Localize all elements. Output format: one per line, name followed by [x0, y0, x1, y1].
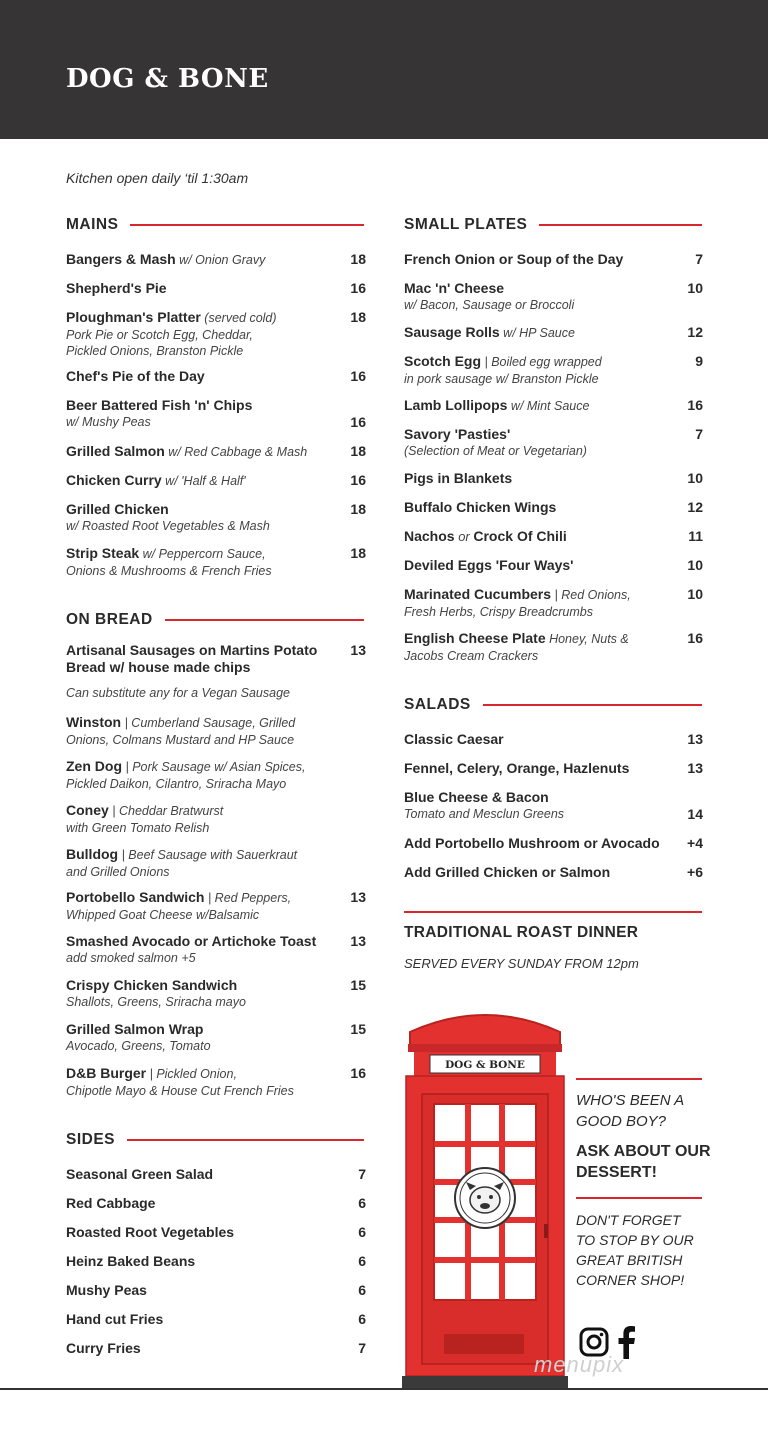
item-price: 16 [350, 280, 366, 296]
item-name: Smashed Avocado or Artichoke Toast [66, 933, 317, 949]
item-name: Blue Cheese & Bacon [404, 789, 549, 805]
menu-item [404, 760, 629, 777]
item-subtext: Whipped Goat Cheese w/Balsamic [66, 908, 260, 922]
item-desc: | Pork Sausage w/ Asian Spices, [122, 760, 306, 774]
item-name: Strip Steak [66, 545, 140, 561]
menu-item [66, 1166, 213, 1183]
promo-ask-line1: ASK ABOUT OUR [576, 1143, 711, 1160]
item-name: Chicken Curry [66, 472, 162, 488]
roast-subtitle: SERVED EVERY SUNDAY FROM 12pm [404, 956, 639, 971]
item-name: Nachos [404, 528, 455, 544]
item-name: Chef's Pie of the Day [66, 368, 205, 384]
item-name: Hand cut Fries [66, 1311, 164, 1327]
item-name: Artisanal Sausages on Martins Potato [66, 642, 318, 658]
item-price: 15 [350, 977, 366, 993]
item-name: Grilled Salmon [66, 443, 165, 459]
promo-line: TO STOP BY OUR [576, 1232, 694, 1248]
item-price: 7 [695, 426, 703, 442]
item-price: 16 [350, 1065, 366, 1081]
item-price: 16 [687, 397, 703, 413]
item-name: Lamb Lollipops [404, 397, 508, 413]
phone-box-illustration [400, 1004, 570, 1390]
watermark: menupix [534, 1352, 625, 1377]
item-subtext: with Green Tomato Relish [66, 821, 210, 835]
item-name: English Cheese Plate [404, 630, 546, 646]
phone-box-roof-trim [408, 1044, 562, 1052]
menu-item [66, 309, 277, 359]
promo-who-line1: WHO'S BEEN A [576, 1092, 685, 1109]
menu-item [404, 426, 587, 459]
vegan-note: Can substitute any for a Vegan Sausage [66, 686, 290, 700]
item-price: 6 [358, 1282, 366, 1298]
section-title: ON BREAD [66, 611, 153, 628]
item-name: Beer Battered Fish 'n' Chips [66, 397, 253, 413]
section-sides-header [66, 1131, 364, 1149]
section-title: SALADS [404, 696, 471, 713]
item-price: 14 [687, 806, 703, 822]
section-mains-header [66, 216, 364, 234]
item-subtext: and Grilled Onions [66, 865, 170, 879]
item-subtext: Tomato and Mesclun Greens [404, 807, 565, 821]
menu-item [66, 1021, 211, 1054]
section-rule [539, 224, 702, 226]
section-title: MAINS [66, 216, 119, 233]
menu-item [66, 251, 265, 269]
promo-ask [576, 1141, 711, 1183]
item-price: 18 [350, 545, 366, 561]
menu-item [404, 586, 631, 620]
item-subtext: w/ Roasted Root Vegetables & Mash [66, 519, 270, 533]
promo-ask-line2: DESSERT! [576, 1164, 657, 1181]
item-price: 13 [350, 933, 366, 949]
item-price: 13 [350, 889, 366, 905]
menu-item [66, 1195, 155, 1212]
menu-item [404, 731, 504, 748]
item-desc: | Boiled egg wrapped [481, 355, 602, 369]
menu-item [66, 545, 272, 579]
item-price: 12 [687, 324, 703, 340]
menu-item [66, 933, 316, 966]
item-subtext: Pickled Daikon, Cilantro, Sriracha Mayo [66, 777, 287, 791]
header-bar [0, 0, 768, 139]
item-name: Grilled Chicken [66, 501, 169, 517]
section-small-plates-header [404, 216, 702, 234]
promo-divider [576, 1197, 702, 1199]
item-price: 10 [687, 470, 703, 486]
menu-item [66, 1065, 294, 1099]
item-price: 18 [350, 501, 366, 517]
item-subtext: Pickled Onions, Branston Pickle [66, 344, 244, 358]
phone-box-roof [410, 1015, 560, 1048]
item-subtext: in pork sausage w/ Branston Pickle [404, 372, 599, 386]
item-price: 6 [358, 1224, 366, 1240]
item-price: 13 [350, 642, 366, 658]
item-name: Portobello Sandwich [66, 889, 205, 905]
item-price: 18 [350, 251, 366, 267]
section-title: SMALL PLATES [404, 216, 528, 233]
item-desc: | Pickled Onion, [146, 1067, 237, 1081]
item-name: Classic Caesar [404, 731, 504, 747]
item-name-b: Crock Of Chili [473, 528, 567, 544]
menu-item [404, 528, 567, 545]
menu-item [404, 864, 610, 881]
item-desc: | Cumberland Sausage, Grilled [121, 716, 296, 730]
item-name: French Onion or Soup of the Day [404, 251, 624, 267]
item-name: Savory 'Pasties' [404, 426, 511, 442]
menu-item [404, 353, 602, 387]
phone-box-handle [544, 1224, 548, 1238]
item-price: 16 [350, 472, 366, 488]
promo-divider [576, 1078, 702, 1080]
item-price: 18 [350, 309, 366, 325]
item-desc: | Red Peppers, [204, 891, 292, 905]
item-desc: (served cold) [200, 311, 277, 325]
item-name: Grilled Salmon Wrap [66, 1021, 204, 1037]
promo-line: GREAT BRITISH [576, 1252, 683, 1268]
kitchen-hours: Kitchen open daily ‘til 1:30am [66, 170, 249, 186]
item-name: Winston [66, 714, 122, 730]
item-price: 13 [687, 731, 703, 747]
menu-item [66, 802, 223, 836]
section-onbread-header [66, 611, 364, 629]
menu-item [66, 472, 246, 490]
item-or: or [454, 529, 474, 544]
item-name: Scotch Egg [404, 353, 482, 369]
section-rule [130, 224, 364, 226]
menu-item [404, 397, 589, 415]
item-name-line2: Bread w/ house made chips [66, 659, 251, 675]
roast-title: TRADITIONAL ROAST DINNER [404, 924, 639, 941]
item-name: Crispy Chicken Sandwich [66, 977, 238, 993]
section-salads-header [404, 696, 702, 714]
item-price: 11 [688, 528, 703, 544]
item-name: D&B Burger [66, 1065, 147, 1081]
item-name: Bulldog [66, 846, 119, 862]
menu-item [404, 324, 575, 342]
phone-box-door-panel [444, 1334, 524, 1354]
item-subtext: Pork Pie or Scotch Egg, Cheddar, [66, 328, 253, 342]
menu-item [404, 280, 574, 313]
item-name: Shepherd's Pie [66, 280, 167, 296]
item-price: 7 [358, 1166, 366, 1182]
menu-item [66, 714, 295, 748]
promo-line: DON'T FORGET [576, 1212, 681, 1228]
item-name: Ploughman's Platter [66, 309, 201, 325]
menu-item [66, 397, 252, 430]
item-subtext: w/ Mushy Peas [66, 415, 151, 429]
divider [404, 911, 702, 913]
brand-title: DOG & BONE [66, 64, 269, 94]
menu-item [66, 280, 167, 297]
menu-item [404, 470, 512, 487]
item-name: Deviled Eggs 'Four Ways' [404, 557, 574, 573]
item-desc: w/ Red Cabbage & Mash [164, 445, 308, 459]
menu-item [404, 499, 556, 516]
menu-item [404, 789, 564, 822]
section-rule [127, 1139, 364, 1141]
item-subtext: Avocado, Greens, Tomato [66, 1039, 211, 1053]
item-price: 13 [687, 760, 703, 776]
item-price: 7 [695, 251, 703, 267]
item-subtext: Onions & Mushrooms & French Fries [66, 564, 272, 578]
item-subtext: Shallots, Greens, Sriracha mayo [66, 995, 246, 1009]
item-price: 6 [358, 1311, 366, 1327]
item-name: Fennel, Celery, Orange, Hazlenuts [404, 760, 630, 776]
menu-item [66, 1253, 195, 1270]
menu-item [66, 758, 305, 792]
item-desc: Honey, Nuts & [545, 632, 629, 646]
item-price: +4 [687, 835, 703, 851]
item-name: Curry Fries [66, 1340, 141, 1356]
item-price: 15 [350, 1021, 366, 1037]
menu-item [66, 846, 297, 880]
promo-line: CORNER SHOP! [576, 1272, 685, 1288]
item-price: 7 [358, 1340, 366, 1356]
item-name: Mac 'n' Cheese [404, 280, 505, 296]
item-price: 16 [350, 414, 366, 430]
item-desc: w/ Onion Gravy [175, 253, 266, 267]
item-subtext: add smoked salmon +5 [66, 951, 196, 965]
item-name: Coney [66, 802, 109, 818]
item-name: Roasted Root Vegetables [66, 1224, 235, 1240]
promo-corner-shop [576, 1210, 694, 1290]
menu-item [66, 1224, 234, 1241]
item-price: 10 [687, 280, 703, 296]
menu-item [66, 642, 317, 676]
item-subtext: Jacobs Cream Crackers [404, 649, 539, 663]
menu-item [66, 443, 307, 461]
item-price: 9 [695, 353, 703, 369]
item-name: Red Cabbage [66, 1195, 156, 1211]
item-name: Marinated Cucumbers [404, 586, 552, 602]
item-desc: w/ Mint Sauce [507, 399, 590, 413]
menu-item [66, 1311, 163, 1328]
item-name: Mushy Peas [66, 1282, 147, 1298]
menu-item [404, 557, 574, 574]
promo-who-line2: GOOD BOY? [576, 1113, 667, 1130]
item-price: 18 [350, 443, 366, 459]
item-desc: w/ Peppercorn Sauce, [139, 547, 266, 561]
menu-item [66, 1340, 141, 1357]
item-price: 16 [687, 630, 703, 646]
item-name: Pigs in Blankets [404, 470, 513, 486]
menu-item [404, 251, 623, 268]
section-rule [165, 619, 364, 621]
item-price: 12 [687, 499, 703, 515]
item-desc: | Red Onions, [551, 588, 631, 602]
item-desc: w/ 'Half & Half' [161, 474, 246, 488]
item-name: Zen Dog [66, 758, 122, 774]
bottom-rule [0, 1388, 768, 1390]
item-subtext: Chipotle Mayo & House Cut French Fries [66, 1084, 294, 1098]
menu-item [66, 368, 205, 385]
section-title: SIDES [66, 1131, 116, 1148]
item-price: 16 [350, 368, 366, 384]
item-name: Bangers & Mash [66, 251, 176, 267]
item-name: Heinz Baked Beans [66, 1253, 196, 1269]
item-price: 6 [358, 1253, 366, 1269]
menu-item [66, 1282, 147, 1299]
item-price: 10 [687, 586, 703, 602]
item-name: Add Grilled Chicken or Salmon [404, 864, 611, 880]
item-name: Buffalo Chicken Wings [404, 499, 557, 515]
item-name: Sausage Rolls [404, 324, 500, 340]
item-desc: | Cheddar Bratwurst [108, 804, 224, 818]
phone-box-sign-text: DOG & BONE [445, 1059, 525, 1071]
item-desc: | Beef Sausage with Sauerkraut [118, 848, 298, 862]
item-subtext: Onions, Colmans Mustard and HP Sauce [66, 733, 295, 747]
promo-who [576, 1090, 684, 1132]
menu-item [66, 889, 291, 923]
menu-item [404, 835, 660, 852]
section-rule [483, 704, 702, 706]
item-name: Seasonal Green Salad [66, 1166, 214, 1182]
item-subtext: Fresh Herbs, Crispy Breadcrumbs [404, 605, 593, 619]
item-desc: w/ HP Sauce [499, 326, 575, 340]
item-price: 6 [358, 1195, 366, 1211]
item-price: +6 [687, 864, 703, 880]
menu-item [66, 977, 246, 1010]
item-price: 10 [687, 557, 703, 573]
item-subtext: w/ Bacon, Sausage or Broccoli [404, 298, 575, 312]
menu-item [66, 501, 270, 534]
item-subtext: (Selection of Meat or Vegetarian) [404, 444, 587, 458]
menu-item [404, 630, 629, 664]
item-name: Add Portobello Mushroom or Avocado [404, 835, 660, 851]
